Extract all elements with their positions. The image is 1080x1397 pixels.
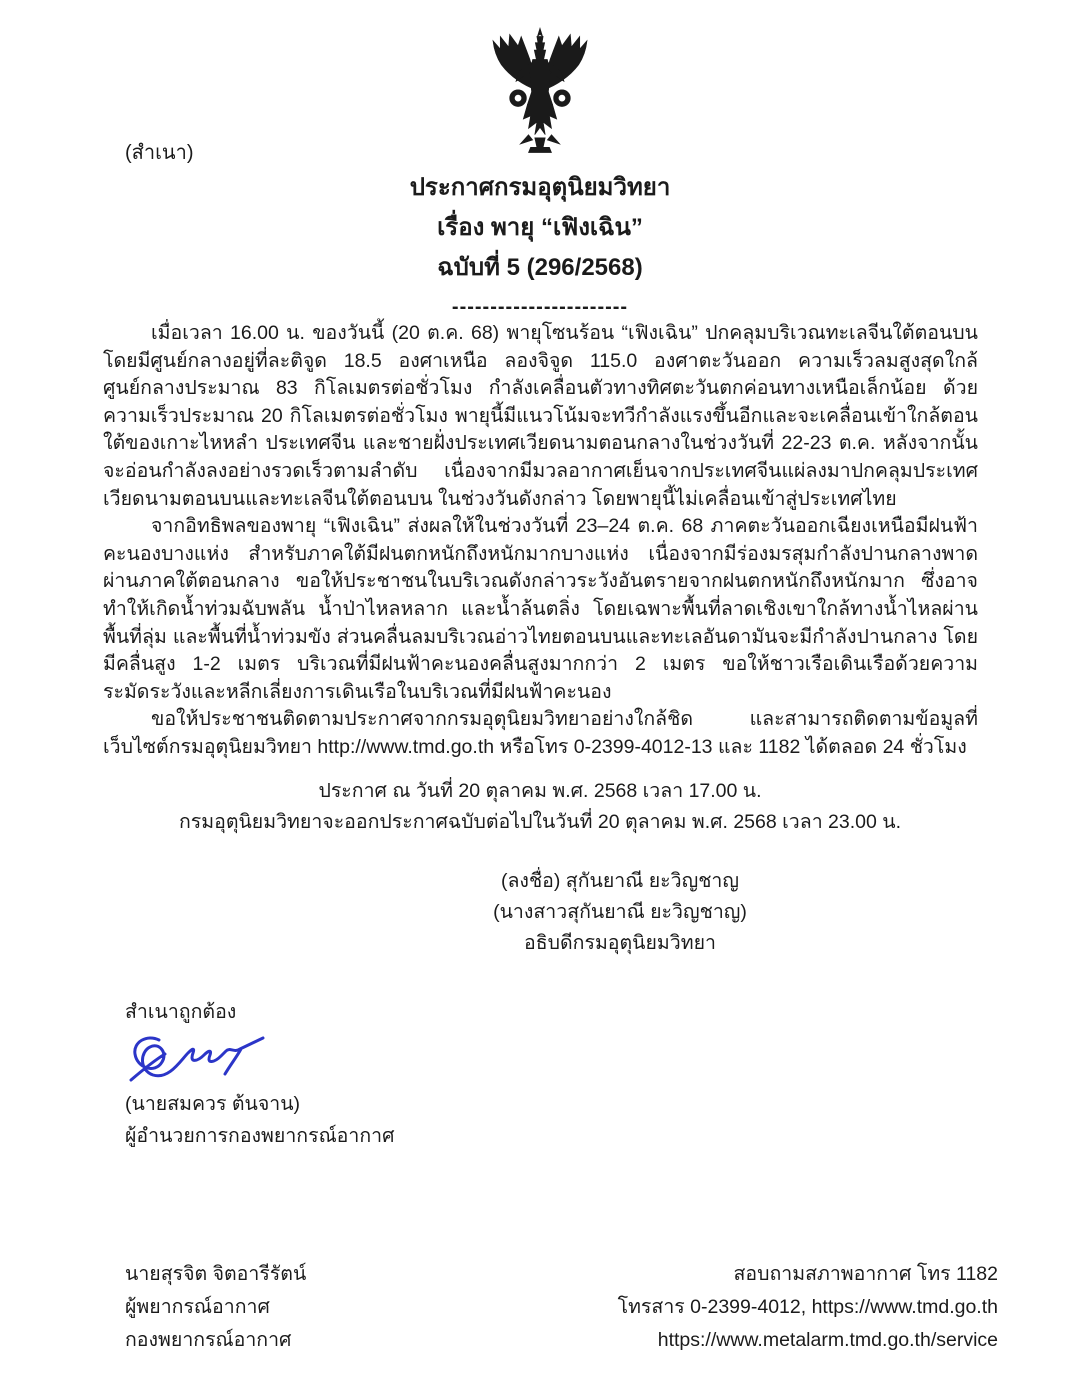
certifier-name: (นายสมควร ต้นจาน) [125, 1093, 301, 1115]
forecaster-name: นายสุรจิต จิตอารีรัตน์ [125, 1263, 307, 1285]
paragraph-follow-updates: ขอให้ประชาชนติดตามประกาศจากกรมอุตุนิยมวิทยาอย่างใกล้ชิด และสามารถติดตามข้อมูลที่เว็บไซต์กรมอุตุนิยมวิทยา http://www.tmd.go.th หรือโทร 0-2399-4012-13 และ 1182 ได้ตลอด 24 ชั่วโมง [103, 708, 978, 758]
certified-copy-label: สำเนาถูกต้อง [125, 1001, 237, 1023]
paragraph-impacts-warning: จากอิทธิพลของพายุ “เฟิงเฉิน” ส่งผลให้ในช่วงวันที่ 23–24 ต.ค. 68 ภาคตะวันออกเฉียงเหนือมีฝนฟ้าคะนองบางแห่ง สำหรับภาคใต้มีฝนตกหนักถึงหนักมากบางแห่ง เนื่องจากมีร่องมรสุมกำลังปานกลางพาดผ่านภาคใต้ตอนกลาง ขอให้ประชาชนในบริเวณดังกล่าวระวังอันตรายจากฝนตกหนักถึงหนักมาก ซึ่งอาจทำให้เกิดน้ำท่วมฉับพลัน น้ำป่าไหลหลาก และน้ำล้นตลิ่ง โดยเฉพาะพื้นที่ลาดเชิงเขาใกล้ทางน้ำไหลผ่าน พื้นที่ลุ่ม และพื้นที่น้ำท่วมขัง ส่วนคลื่นลมบริเวณอ่าวไทยตอนบนและทะเลอันดามันจะมีกำลังปานกลาง โดยมีคลื่นสูง 1-2 เมตร บริเวณที่มีฝนฟ้าคะนองคลื่นสูงมากกว่า 2 เมตร ขอให้ชาวเรือเดินเรือด้วยความระมัดระวังและหลีกเลี่ยงการเดินเรือในบริเวณที่มีฝนฟ้าคะนอง [103, 515, 978, 703]
divider-dashes: ----------------------- [451, 296, 629, 318]
contact-phone-line: สอบถามสภาพอากาศ โทร 1182 [733, 1263, 998, 1285]
contact-alert-site-line: https://www.metalarm.tmd.go.th/service [657, 1329, 998, 1351]
document-subject: เรื่อง พายุ “เฟิงเฉิน” [437, 214, 643, 241]
copy-label: (สำเนา) [125, 142, 194, 164]
announcement-datetime-block [0, 776, 1080, 838]
forecaster-title: ผู้พยากรณ์อากาศ [125, 1296, 270, 1318]
document-issue-number: ฉบับที่ 5 (296/2568) [437, 254, 643, 281]
document-body [103, 320, 978, 762]
paragraph-storm-status: เมื่อเวลา 16.00 น. ของวันนี้ (20 ต.ค. 68) พายุโซนร้อน “เฟิงเฉิน” ปกคลุมบริเวณทะเลจีนใต้ตอนบน โดยมีศูนย์กลางอยู่ที่ละติจูด 18.5 องศาเหนือ ลองจิจูด 115.0 องศาตะวันออก ความเร็วลมสูงสุดใกล้ศูนย์กลางประมาณ 83 กิโลเมตรต่อชั่วโมง กำลังเคลื่อนตัวทางทิศตะวันตกค่อนทางเหนือเล็กน้อย ด้วยความเร็วประมาณ 20 กิโลเมตรต่อชั่วโมง พายุนี้มีแนวโน้มจะทวีกำลังแรงขึ้นอีกและจะเคลื่อนเข้าใกล้ตอนใต้ของเกาะไหหลำ ประเทศจีน และชายฝั่งประเทศเวียดนามตอนกลางในช่วงวันที่ 22-23 ต.ค. หลังจากนั้นจะอ่อนกำลังลงอย่างรวดเร็วตามลำดับ เนื่องจากมีมวลอากาศเย็นจากประเทศจีนแผ่ลงมาปกคลุมประเทศเวียดนามตอนบนและทะเลจีนใต้ตอนบน ในช่วงวันดังกล่าว โดยพายุนี้ไม่เคลื่อนเข้าสู่ประเทศไทย [103, 322, 978, 510]
announced-at-line: ประกาศ ณ วันที่ 20 ตุลาคม พ.ศ. 2568 เวลา 17.00 น. [318, 780, 762, 802]
signer-block [0, 866, 1080, 959]
footer-forecaster-block [125, 1258, 306, 1357]
certifier-position: ผู้อำนวยการกองพยากรณ์อากาศ [125, 1125, 395, 1147]
signed-by-line: (ลงชื่อ) สุกันยาณี ยะวิญชาญ [500, 870, 739, 892]
forecaster-division: กองพยากรณ์อากาศ [125, 1329, 292, 1351]
signer-position: อธิบดีกรมอุตุนิยมวิทยา [524, 932, 716, 954]
document-title: ประกาศกรมอุตุนิยมวิทยา [409, 174, 671, 201]
title-block [0, 168, 1080, 324]
contact-fax-website-line: โทรสาร 0-2399-4012, https://www.tmd.go.th [617, 1296, 998, 1318]
footer [125, 1258, 998, 1357]
certified-copy-block [125, 996, 394, 1152]
next-issue-line: กรมอุตุนิยมวิทยาจะออกประกาศฉบับต่อไปในวันที่ 20 ตุลาคม พ.ศ. 2568 เวลา 23.00 น. [178, 811, 902, 833]
garuda-emblem-icon [483, 26, 598, 164]
handwritten-signature-icon [125, 1030, 285, 1088]
footer-contact-block [618, 1258, 998, 1357]
signer-name: (นางสาวสุกันยาณี ยะวิญชาญ) [493, 901, 747, 923]
